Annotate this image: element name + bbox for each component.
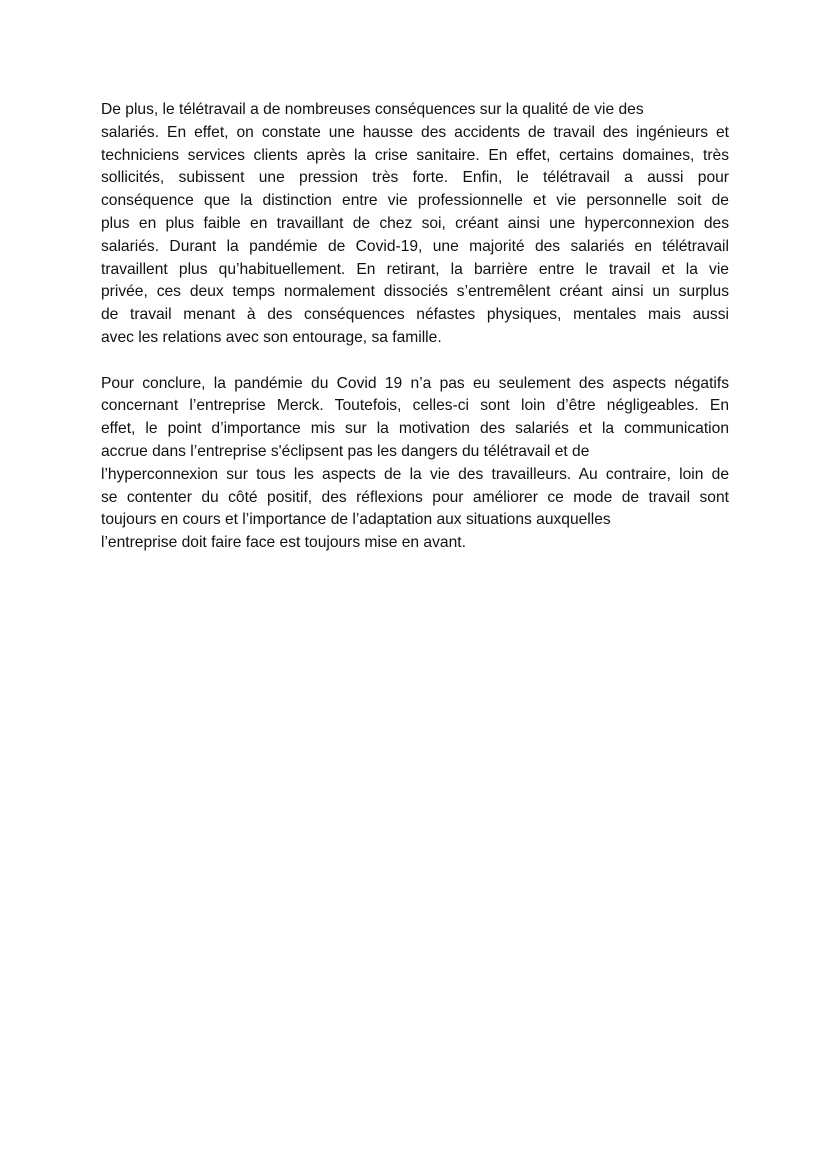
text-line: privée, ces deux temps normalement dissociés s’entremêlent créant ainsi un surplus xyxy=(101,283,729,301)
text-line: se contenter du côté positif, des réflexions pour améliorer ce mode de travail sont xyxy=(101,488,729,506)
text-line: concernant l’entreprise Merck. Toutefois, celles-ci sont loin d’être négligeables. En xyxy=(101,397,729,415)
paragraph-conclusion xyxy=(101,373,729,555)
text-line: Pour conclure, la pandémie du Covid 19 n’a pas eu seulement des aspects négatifs xyxy=(101,374,729,392)
text-line: travaillent plus qu’habituellement. En retirant, la barrière entre le travail et la vie xyxy=(101,260,729,278)
text-line: toujours en cours et l’importance de l’adaptation aux situations auxquelles xyxy=(101,511,611,529)
text-line: techniciens services clients après la crise sanitaire. En effet, certains domaines, très xyxy=(101,146,729,164)
paragraph-teletravail-consequences xyxy=(101,99,729,350)
text-line: l’entreprise doit faire face est toujours mise en avant. xyxy=(101,534,466,552)
text-line: effet, le point d’importance mis sur la motivation des salariés et la communication xyxy=(101,420,729,438)
text-line: De plus, le télétravail a de nombreuses conséquences sur la qualité de vie des xyxy=(101,101,644,118)
text-line: salariés. Durant la pandémie de Covid-19, une majorité des salariés en télétravail xyxy=(101,237,729,255)
text-line: l’hyperconnexion sur tous les aspects de la vie des travailleurs. Au contraire, loin de xyxy=(101,465,729,483)
text-line: salariés. En effet, on constate une hausse des accidents de travail des ingénieurs et xyxy=(101,123,729,141)
text-line: de travail menant à des conséquences néfastes physiques, mentales mais aussi xyxy=(101,306,729,324)
text-line: plus en plus faible en travaillant de chez soi, créant ainsi une hyperconnexion des xyxy=(101,214,729,232)
text-line: avec les relations avec son entourage, sa famille. xyxy=(101,328,442,346)
text-line: sollicités, subissent une pression très forte. Enfin, le télétravail a aussi pour xyxy=(101,169,729,187)
text-line: conséquence que la distinction entre vie professionnelle et vie personnelle soit de xyxy=(101,192,729,210)
document-body xyxy=(101,99,729,555)
text-line: accrue dans l’entreprise s'éclipsent pas les dangers du télétravail et de xyxy=(101,442,590,460)
